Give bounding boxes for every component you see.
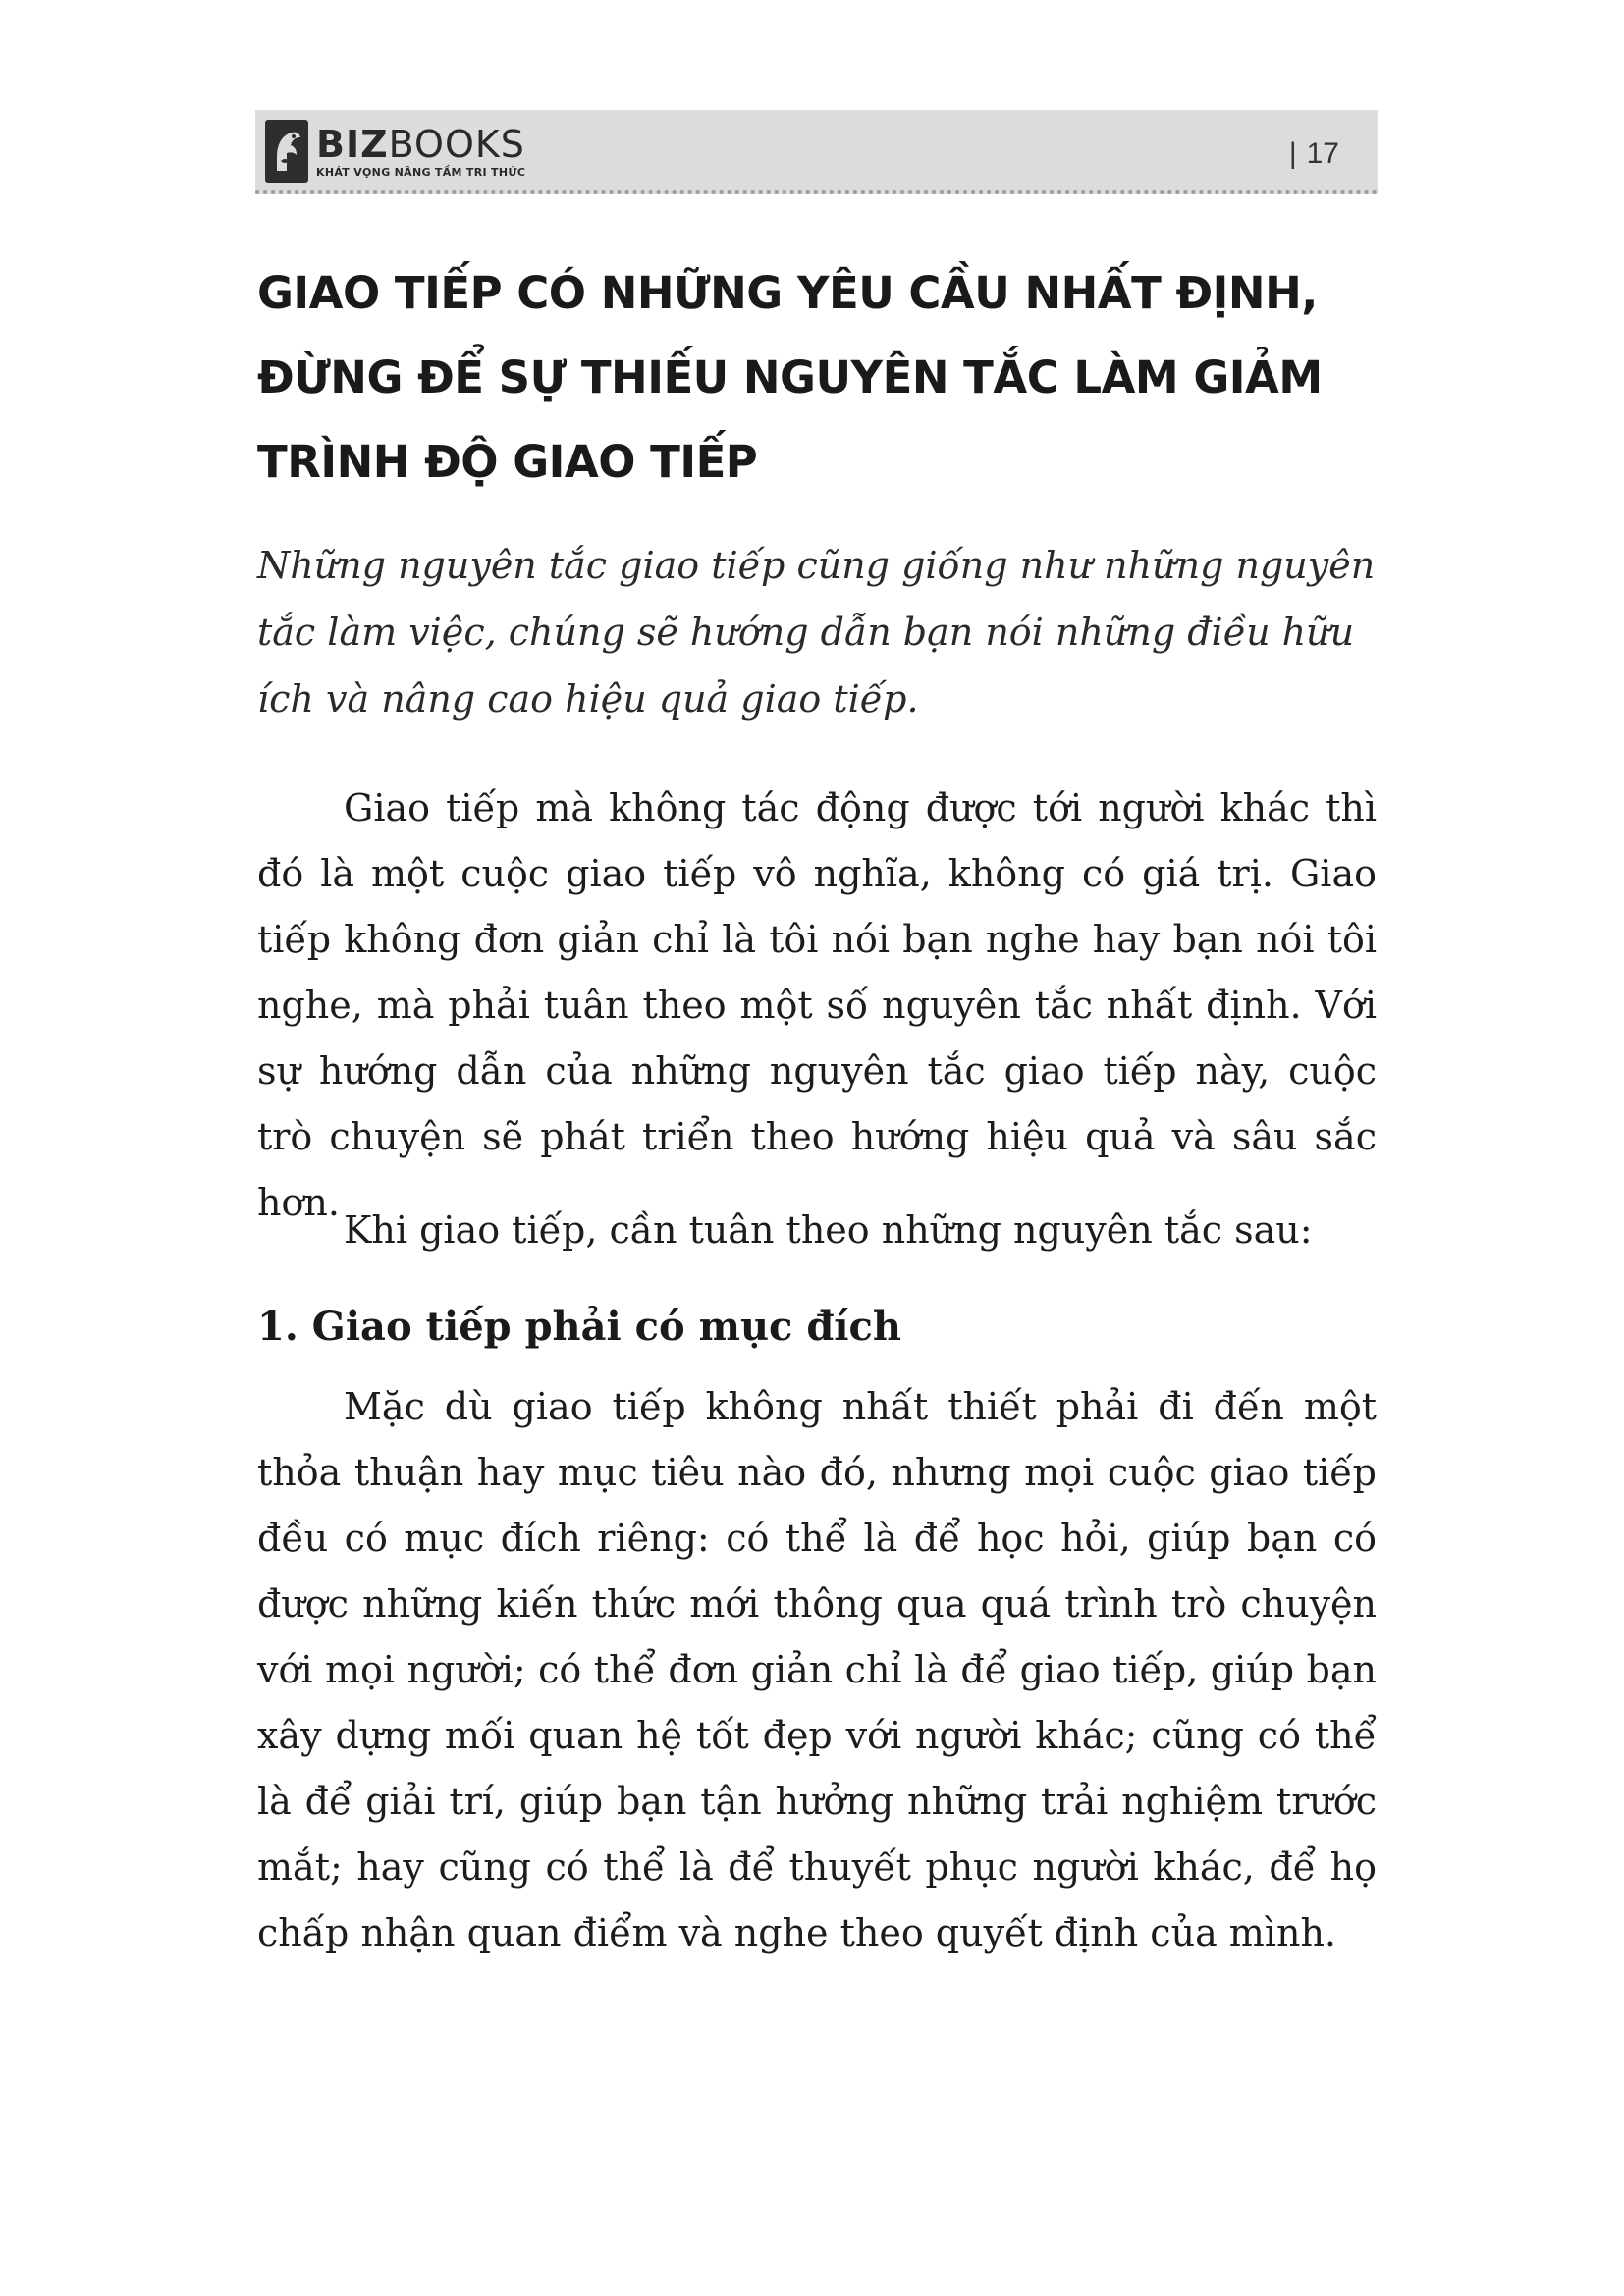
header-dotted-rule (255, 190, 1378, 194)
page-number-value: 17 (1306, 137, 1339, 170)
brand-name (316, 122, 525, 166)
publisher-logo (263, 118, 525, 185)
bizbooks-logo-icon (263, 118, 310, 185)
section-heading: 1. Giao tiếp phải có mục đích (257, 1304, 901, 1350)
brand-name-bold: BIZ (316, 122, 389, 166)
page-number (1289, 137, 1339, 171)
body-paragraph: Giao tiếp mà không tác động được tới người khác thì đó là một cuộc giao tiếp vô nghĩa, không có giá trị. Giao tiếp không đơn giản chỉ là tôi nói bạn nghe hay bạn nói tôi nghe, mà phải tuân theo một số nguyên tắc nhất định. Với sự hướng dẫn của những nguyên tắc giao tiếp này, cuộc trò chuyện sẽ phát triển theo hướng hiệu quả và sâu sắc hơn. (257, 786, 1377, 1224)
page-number-separator: | (1288, 137, 1297, 170)
chapter-epigraph: Những nguyên tắc giao tiếp cũng giống như những nguyên tắc làm việc, chúng sẽ hướng dẫn bạn nói những điều hữu ích và nâng cao hiệu quả giao tiếp. (257, 544, 1376, 721)
body-paragraph: Khi giao tiếp, cần tuân theo những nguyên tắc sau: (344, 1208, 1313, 1252)
brand-name-light: BOOKS (388, 122, 525, 166)
body-paragraph: Mặc dù giao tiếp không nhất thiết phải đi đến một thỏa thuận hay mục tiêu nào đó, nhưng mọi cuộc giao tiếp đều có mục đích riêng: có thể là để học hỏi, giúp bạn có được những kiến thức mới thông qua quá trình trò chuyện với mọi người; có thể đơn giản chỉ là để giao tiếp, giúp bạn xây dựng mối quan hệ tốt đẹp với người khác; cũng có thể là để giải trí, giúp bạn tận hưởng những trải nghiệm trước mắt; hay cũng có thể là để thuyết phục người khác, để họ chấp nhận quan điểm và nghe theo quyết định của mình. (257, 1385, 1377, 1954)
brand-tagline: KHÁT VỌNG NÂNG TẦM TRI THỨC (316, 165, 526, 179)
logo-text (316, 122, 526, 179)
chapter-title: GIAO TIẾP CÓ NHỮNG YÊU CẦU NHẤT ĐỊNH, ĐỪNG ĐỂ SỰ THIẾU NGUYÊN TẮC LÀM GIẢM TRÌNH ĐỘ GIAO TIẾP (257, 267, 1323, 488)
